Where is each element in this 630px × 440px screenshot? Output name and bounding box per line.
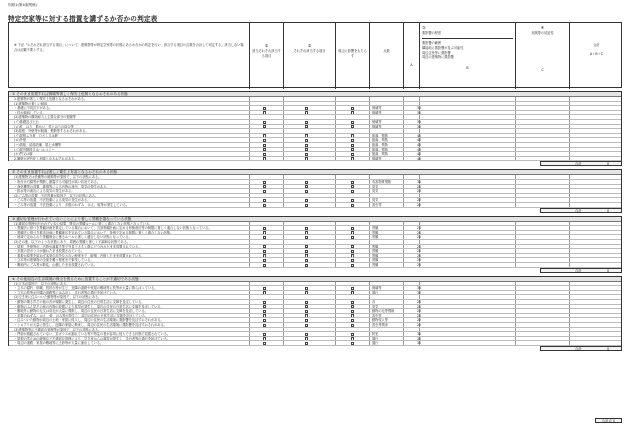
criteria-checkbox[interactable] <box>351 153 354 156</box>
criteria-checkbox[interactable] <box>263 310 266 313</box>
criteria-checkbox[interactable] <box>305 199 308 202</box>
criteria-checkbox[interactable] <box>305 185 308 188</box>
criteria-checkbox[interactable] <box>263 139 266 142</box>
criteria-checkbox[interactable] <box>351 305 354 308</box>
criteria-checkbox[interactable] <box>305 227 308 230</box>
impact-type: 景観 <box>372 253 379 258</box>
criteria-checkbox[interactable] <box>305 324 308 327</box>
score-value: 20 <box>416 226 421 231</box>
section-total-value: 0 <box>607 162 610 167</box>
score-value: 20 <box>416 189 421 194</box>
criteria-text: ・屋根の雪止めの破損など不適切な管理により、空き家からの落雪が発生し、歩行者等の通行を妨げている。 <box>14 336 171 341</box>
criteria-checkbox[interactable] <box>351 139 354 142</box>
criteria-text: (2)ごみ等の放置、不法投棄が原因で、以下の状態にある。 <box>14 193 99 198</box>
score-value: 20 <box>416 258 421 263</box>
criteria-checkbox[interactable] <box>351 319 354 322</box>
score-value: 40 <box>416 147 421 152</box>
impact-type: 臭気 <box>372 184 379 189</box>
score-value: 30 <box>416 124 421 129</box>
impact-type: 音 <box>372 299 376 304</box>
score-value: 30 <box>416 341 421 346</box>
score-value: 20 <box>416 244 421 249</box>
criteria-text: ・動物のふん尿その他の汚物の放置により臭気が発生し、周辺の住民の日常生活に支障を及ぼしている。 <box>14 304 164 309</box>
section-total-value: 0 <box>607 268 610 273</box>
criteria-checkbox[interactable] <box>305 337 308 340</box>
score-value: 30 <box>416 286 421 291</box>
criteria-checkbox[interactable] <box>263 204 266 207</box>
criteria-text: ・景観法に基づき都市計画に景観地区を定めている場合において、条例で定める制限に著しく適合しない状態。 <box>14 230 174 235</box>
section-total <box>540 346 622 351</box>
criteria-checkbox[interactable] <box>305 245 308 248</box>
criteria-text: ・浄化槽等の放置、破損等による汚物の流出、臭気の発生がある。 <box>14 184 110 189</box>
criteria-checkbox[interactable] <box>305 148 308 151</box>
score-value: 20 <box>416 202 421 207</box>
criteria-section <box>8 169 622 207</box>
criteria-text: ・立木の枝等が近隣の道路等にはみ出し、歩行者等の通行を妨げている。 <box>14 290 120 295</box>
impact-type: 通行 <box>372 290 379 295</box>
criteria-row <box>9 263 621 268</box>
impact-type: 脱落、飛散 <box>372 143 388 147</box>
score-value: 20 <box>416 299 421 304</box>
impact-type: 通行 <box>372 341 379 346</box>
criteria-checkbox[interactable] <box>305 190 308 193</box>
criteria-checkbox[interactable] <box>263 199 266 202</box>
criteria-checkbox[interactable] <box>305 314 308 317</box>
section-total-label: 合計 <box>575 268 582 273</box>
criteria-checkbox[interactable] <box>263 121 266 124</box>
criteria-checkbox[interactable] <box>351 264 354 267</box>
criteria-checkbox[interactable] <box>351 236 354 239</box>
criteria-checkbox[interactable] <box>351 148 354 151</box>
criteria-text: ・住みついた動物が周辺の土地・家屋に侵入し、周辺の住民の生活環境に悪影響を及ぼすおそれがある。 <box>14 318 164 323</box>
criteria-checkbox[interactable] <box>263 231 266 234</box>
criteria-checkbox[interactable] <box>305 291 308 294</box>
score-value: 20 <box>416 198 421 203</box>
score-value: 20 <box>416 322 421 327</box>
criteria-checkbox[interactable] <box>351 291 354 294</box>
score-value: 40 <box>416 152 421 157</box>
criteria-text: (2)建築物の構造耐力上主要な部分の損傷等 <box>14 115 76 120</box>
impact-type: 防犯 <box>372 332 379 337</box>
score-value: 30 <box>416 120 421 124</box>
impact-type: 景観 <box>372 226 379 231</box>
score-value: 20 <box>416 249 421 254</box>
criteria-checkbox[interactable] <box>305 250 308 253</box>
criteria-text: ・排水等の流出による臭気の発生がある。 <box>14 189 75 194</box>
criteria-checkbox[interactable] <box>351 125 354 128</box>
score-value: 40 <box>416 138 421 143</box>
criteria-checkbox[interactable] <box>351 324 354 327</box>
impact-type: 害虫等 <box>372 313 382 318</box>
score-value: 20 <box>416 318 421 323</box>
criteria-text: ・立木等が建築物の全面を覆う程度まで繁茂している。 <box>14 258 94 263</box>
criteria-checkbox[interactable] <box>305 259 308 262</box>
header-col6: ④ 危険等の切迫性 C <box>515 23 569 89</box>
impact-type: 動物侵入等 <box>372 318 388 323</box>
criteria-row <box>9 157 621 162</box>
criteria-text: (ロ)柱、はり、筋かい、柱とはりの接合等 <box>14 124 74 129</box>
criteria-checkbox[interactable] <box>263 333 266 336</box>
header-col2: ② それぞれ該当する項目 <box>283 23 335 89</box>
criteria-checkbox[interactable] <box>263 153 266 156</box>
score-value: 40 <box>416 156 421 161</box>
criteria-checkbox[interactable] <box>305 319 308 322</box>
section-title: ③ 適切な管理が行われていないことにより著しく景観を損なっている状態 <box>9 217 621 222</box>
criteria-checkbox[interactable] <box>263 134 266 137</box>
criteria-text: ・地域で定められた景観保全に係るルールに著しく適合しない状態となっている。 <box>14 235 132 240</box>
criteria-checkbox[interactable] <box>263 342 266 345</box>
header-col1: ① 該当それぞれ該当する項目 <box>249 23 283 89</box>
score-value: 30 <box>416 336 421 341</box>
criteria-text: ・看板が原型を留めず本来の用をなさない程度まで、破損、汚損したまま放置されている。 <box>14 253 145 258</box>
criteria-row <box>9 203 621 208</box>
criteria-text: ・動物の鳴き声その他の音が頻繁に発生し、周辺の住民の日常生活に支障を及ぼしている。 <box>14 299 145 304</box>
score-value: 20 <box>416 309 421 314</box>
section-total <box>540 208 622 213</box>
criteria-checkbox[interactable] <box>263 314 266 317</box>
criteria-checkbox[interactable] <box>263 181 266 184</box>
score-value: 30 <box>416 290 421 295</box>
impact-type: 脱落、飛散 <box>372 152 388 157</box>
criteria-checkbox[interactable] <box>263 236 266 239</box>
criteria-text: ・多数の窓ガラスが割れたまま放置されている。 <box>14 249 85 254</box>
criteria-text: (3)屋根、外壁等が脱落、飛散等するおそれがある。 <box>14 129 89 134</box>
criteria-text: (2)空き家に住みついた動物等が原因で、以下の状態にある。 <box>14 295 102 300</box>
impact-type: 景観 <box>372 244 379 249</box>
score-value: 20 <box>416 262 421 267</box>
criteria-checkbox[interactable] <box>263 245 266 248</box>
table-header <box>8 22 622 88</box>
criteria-text: 2.擁壁が老朽化し危険となるおそれがある。 <box>14 156 78 161</box>
impact-type: 景観 <box>372 249 379 254</box>
impact-type: 景観 <box>372 262 379 267</box>
criteria-text: ・ごみ等の放置、不法投棄による臭気の発生がある。 <box>14 198 91 203</box>
impact-type: 脱落、飛散 <box>372 147 388 152</box>
criteria-checkbox[interactable] <box>351 310 354 313</box>
criteria-text: (ロ)外壁 <box>14 138 27 143</box>
criteria-checkbox[interactable] <box>351 245 354 248</box>
criteria-text: ・立木の腐朽、倒壊、枝折れ等が生じ、近隣の道路や家屋の敷地等に枝等が大量に散らばっている。 <box>14 286 158 291</box>
criteria-checkbox[interactable] <box>351 185 354 188</box>
criteria-checkbox[interactable] <box>305 153 308 156</box>
criteria-text: ・シロアリが大量に発生し、近隣の家屋に飛来し、周辺の住民の生活環境に悪影響を及ぼすおそれがある。 <box>14 322 167 327</box>
criteria-checkbox[interactable] <box>263 305 266 308</box>
criteria-text: (3)建築物等の不適切な管理等が原因で、以下の状態にある。 <box>14 327 102 332</box>
criteria-text: ・景観法に基づき景観計画を策定している場合において、当該景観計画に定める形態意匠等の制限に著しく適合しない状態となっている。 <box>14 226 212 231</box>
impact-type: 害虫等 <box>372 202 382 207</box>
impact-type: 景観 <box>372 235 379 240</box>
score-value: 20 <box>416 253 421 258</box>
criteria-text: (イ)屋根ふき材、ひさし又は軒 <box>14 133 58 138</box>
criteria-text: (ホ)門又は塀 <box>14 152 33 157</box>
criteria-checkbox[interactable] <box>263 185 266 188</box>
criteria-checkbox[interactable] <box>351 342 354 345</box>
impact-type: 臭気 <box>372 304 379 309</box>
score-value: 30 <box>416 106 421 111</box>
impact-type: 倒壊等 <box>372 120 382 124</box>
impact-type: 景観 <box>372 230 379 235</box>
criteria-checkbox[interactable] <box>305 287 308 290</box>
criteria-checkbox[interactable] <box>351 199 354 202</box>
criteria-text: ・基礎に不同沈下がある。 <box>14 106 53 111</box>
impact-type: 動物の毛等飛散 <box>372 309 395 314</box>
criteria-checkbox[interactable] <box>351 259 354 262</box>
criteria-checkbox[interactable] <box>305 342 308 345</box>
header-letter-a: A <box>403 23 419 89</box>
criteria-checkbox[interactable] <box>263 319 266 322</box>
criteria-checkbox[interactable] <box>305 254 308 257</box>
score-value: 20 <box>416 184 421 189</box>
impact-type: 臭気 <box>372 189 379 194</box>
criteria-checkbox[interactable] <box>351 250 354 253</box>
criteria-text: ・周辺の道路、家屋の敷地等に土砂等が大量に流出している。 <box>14 341 104 346</box>
header-col5: ③ 悪影響の程度 悪影響の範囲 隣接地に悪影響が及ぶ可能性 周辺住民等に悪影響 周辺の建築物に悪影響 B <box>419 23 515 89</box>
header-col3: 周辺に影響をもたらす <box>335 23 369 89</box>
criteria-checkbox[interactable] <box>351 333 354 336</box>
score-value: 20 <box>416 230 421 235</box>
impact-type: 脱落、飛散 <box>372 138 388 143</box>
criteria-checkbox[interactable] <box>351 134 354 137</box>
impact-type: 倒壊等 <box>372 286 382 291</box>
criteria-text: (1)建築物の著しい傾斜 <box>14 101 48 106</box>
criteria-text: (1)立木が原因で、以下の状態にある。 <box>14 281 70 286</box>
criteria-text: ・ごみ等の放置、不法投棄により、多数のねずみ、はえ、蚊等が発生している。 <box>14 202 130 207</box>
criteria-checkbox[interactable] <box>351 227 354 230</box>
criteria-section <box>8 91 622 161</box>
criteria-checkbox[interactable] <box>351 314 354 317</box>
section-total-value: 0 <box>607 347 610 351</box>
criteria-checkbox[interactable] <box>305 139 308 142</box>
criteria-checkbox[interactable] <box>351 111 354 114</box>
criteria-checkbox[interactable] <box>305 333 308 336</box>
criteria-checkbox[interactable] <box>263 337 266 340</box>
criteria-checkbox[interactable] <box>305 204 308 207</box>
section-title: ④ その他周辺の生活環境の保全を図るために放置することが不適切である状態 <box>9 277 621 282</box>
score-value: 30 <box>416 332 421 337</box>
criteria-text: (1)建築物又は設備等の破損等が原因で、以下の状態にある。 <box>14 175 102 180</box>
criteria-text: ・吹付け石綿等が飛散し暴露する可能性が高い状況である。 <box>14 179 101 184</box>
criteria-checkbox[interactable] <box>305 144 308 147</box>
criteria-checkbox[interactable] <box>263 107 266 110</box>
criteria-text: ・多数のねずみ、はえ、蚊、のみ等が発生し、周辺の住民の日常生活に支障を及ぼしている。 <box>14 313 149 318</box>
criteria-checkbox[interactable] <box>305 121 308 124</box>
score-value: 20 <box>416 304 421 309</box>
form-number: 別紙1(第4条関係) <box>8 3 37 7</box>
criteria-checkbox[interactable] <box>351 287 354 290</box>
criteria-checkbox[interactable] <box>263 291 266 294</box>
criteria-text: (2)その他、以下のような状態にあり、周囲の景観と著しく不調和な状態である。 <box>14 239 131 244</box>
impact-type: 倒壊等 <box>372 106 382 111</box>
criteria-checkbox[interactable] <box>305 107 308 110</box>
score-value: 40 <box>416 133 421 138</box>
criteria-checkbox[interactable] <box>305 310 308 313</box>
impact-type: 倒壊等 <box>372 156 382 161</box>
criteria-checkbox[interactable] <box>305 236 308 239</box>
section-total-label: 合計 <box>575 347 582 351</box>
impact-type: 倒壊等 <box>372 110 382 115</box>
score-value: 40 <box>416 143 421 147</box>
criteria-checkbox[interactable] <box>263 264 266 267</box>
criteria-row <box>9 341 621 346</box>
criteria-section <box>8 216 622 268</box>
score-value: 20 <box>416 235 421 240</box>
criteria-checkbox[interactable] <box>305 111 308 114</box>
impact-type: 通行 <box>372 336 379 341</box>
criteria-checkbox[interactable] <box>263 157 266 160</box>
criteria-checkbox[interactable] <box>305 231 308 234</box>
criteria-checkbox[interactable] <box>263 301 266 304</box>
section-total-label: 合計 <box>575 208 582 213</box>
score-value: 30 <box>416 110 421 115</box>
criteria-checkbox[interactable] <box>351 204 354 207</box>
section-total <box>540 268 622 273</box>
header-description: ※ 下記「①それぞれ該当する項目」について、建築物等が特定空家等の状態にあるか否かの判定を行い、該当する項目の点数を合計して判定する。該当しない場合は記載不要とする。 <box>14 43 244 52</box>
criteria-checkbox[interactable] <box>305 134 308 137</box>
criteria-checkbox[interactable] <box>263 324 266 327</box>
criteria-text: ・敷地外に動物の毛又は羽毛が大量に飛散し、周辺の住民の日常生活に支障を及ぼしている。 <box>14 309 148 314</box>
score-value: 20 <box>416 313 421 318</box>
score-value: 30 <box>416 179 421 184</box>
criteria-checkbox[interactable] <box>263 190 266 193</box>
criteria-text: (ハ)看板、給湯設備、屋上水槽等 <box>14 143 62 147</box>
criteria-checkbox[interactable] <box>263 250 266 253</box>
criteria-text: ・柱が傾斜している。 <box>14 110 46 115</box>
criteria-checkbox[interactable] <box>263 259 266 262</box>
criteria-checkbox[interactable] <box>305 305 308 308</box>
criteria-checkbox[interactable] <box>351 107 354 110</box>
impact-type: 有害物質飛散 <box>372 179 392 184</box>
criteria-checkbox[interactable] <box>351 231 354 234</box>
impact-type: 景観 <box>372 258 379 263</box>
impact-type: 脱落、飛散 <box>372 133 388 138</box>
criteria-checkbox[interactable] <box>263 148 266 151</box>
criteria-checkbox[interactable] <box>305 264 308 267</box>
criteria-text: (1)適切な管理が行われていない結果、既存の景観ルールに著しく適合しない状態となっている。 <box>14 221 153 226</box>
criteria-checkbox[interactable] <box>351 337 354 340</box>
page-title: 特定空家等に対する措置を講ずるか否かの判定表 <box>8 15 158 23</box>
criteria-checkbox[interactable] <box>351 254 354 257</box>
criteria-checkbox[interactable] <box>351 157 354 160</box>
header-col7: 合計 A＋B＋C <box>569 23 623 89</box>
criteria-section <box>8 276 622 346</box>
section-total-label: 合計 <box>575 162 582 167</box>
criteria-checkbox[interactable] <box>351 181 354 184</box>
criteria-checkbox[interactable] <box>305 301 308 304</box>
criteria-checkbox[interactable] <box>305 157 308 160</box>
section-title: ① そのまま放置すれば倒壊等著しく保安上危険となるおそれのある状態 <box>9 92 621 97</box>
criteria-checkbox[interactable] <box>351 121 354 124</box>
criteria-checkbox[interactable] <box>263 287 266 290</box>
criteria-text: (イ)基礎及び土台 <box>14 120 39 124</box>
criteria-checkbox[interactable] <box>263 227 266 230</box>
criteria-checkbox[interactable] <box>351 301 354 304</box>
impact-type: 害虫等飛来 <box>372 322 388 327</box>
criteria-checkbox[interactable] <box>263 111 266 114</box>
criteria-text: 1.建築物が著しく保安上危険となるおそれがある。 <box>14 97 88 101</box>
impact-type: 倒壊等 <box>372 124 382 129</box>
criteria-checkbox[interactable] <box>263 144 266 147</box>
header-col4: 点数 <box>369 23 403 89</box>
criteria-checkbox[interactable] <box>351 190 354 193</box>
criteria-text: ・敷地内にごみ等が散乱、山積したまま放置されている。 <box>14 262 97 267</box>
section-total-value: 0 <box>607 208 610 213</box>
criteria-text: ・屋根、外壁等が、汚物や落書き等で外見上大きく傷んだり汚れたまま放置されている。 <box>14 244 142 249</box>
criteria-checkbox[interactable] <box>263 254 266 257</box>
criteria-checkbox[interactable] <box>263 125 266 128</box>
section-title: ② そのまま放置すれば著しく衛生上有害となるおそれのある状態 <box>9 170 621 175</box>
criteria-checkbox[interactable] <box>305 181 308 184</box>
impact-type: 臭気 <box>372 198 379 203</box>
criteria-text: (ニ)屋外階段又はバルコニー <box>14 147 55 152</box>
criteria-checkbox[interactable] <box>351 144 354 147</box>
criteria-checkbox[interactable] <box>305 125 308 128</box>
grand-total: 合計点 0 <box>595 418 622 423</box>
criteria-text: ・門扉が施錠されていない、窓ガラスが割れている等不特定の者が容易に侵入できる状態で放置されている。 <box>14 332 171 337</box>
section-total <box>540 161 622 166</box>
